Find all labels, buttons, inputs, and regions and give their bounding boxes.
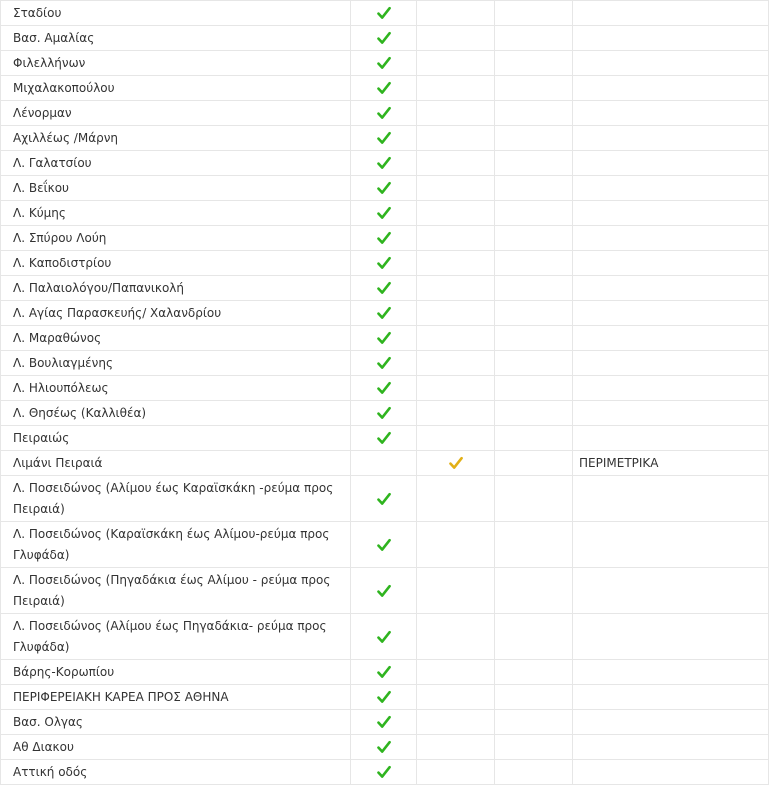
status-cell-closed [495, 201, 573, 226]
status-cell-open [351, 26, 417, 51]
table-row [1, 51, 769, 76]
status-cell-closed [495, 151, 573, 176]
road-name-cell: Λένορμαν [1, 101, 351, 126]
table-row [1, 522, 769, 568]
green-check-icon [377, 181, 391, 195]
road-name-cell: Μιχαλακοπούλου [1, 76, 351, 101]
status-cell-closed [495, 76, 573, 101]
table-row [1, 76, 769, 101]
green-check-icon [377, 690, 391, 704]
status-cell-partial [417, 301, 495, 326]
status-cell-partial [417, 326, 495, 351]
note-cell [573, 351, 769, 376]
status-cell-partial [417, 101, 495, 126]
table-row [1, 685, 769, 710]
status-cell-closed [495, 426, 573, 451]
status-cell-closed [495, 476, 573, 522]
status-cell-open [351, 276, 417, 301]
status-cell-open [351, 660, 417, 685]
status-cell-closed [495, 710, 573, 735]
road-name-cell: Λ. Σπύρου Λούη [1, 226, 351, 251]
status-cell-closed [495, 51, 573, 76]
status-cell-closed [495, 301, 573, 326]
status-cell-partial [417, 51, 495, 76]
status-cell-open [351, 251, 417, 276]
status-cell-closed [495, 226, 573, 251]
status-cell-open [351, 401, 417, 426]
note-cell [573, 176, 769, 201]
green-check-icon [377, 740, 391, 754]
table-row [1, 426, 769, 451]
road-name-cell: Λ. Κύμης [1, 201, 351, 226]
status-cell-partial [417, 401, 495, 426]
status-cell-partial [417, 351, 495, 376]
note-cell [573, 568, 769, 614]
road-name-cell: Βάρης-Κορωπίου [1, 660, 351, 685]
status-cell-open [351, 326, 417, 351]
table-row [1, 151, 769, 176]
note-cell [573, 760, 769, 785]
status-cell-open [351, 351, 417, 376]
status-cell-partial [417, 451, 495, 476]
green-check-icon [377, 584, 391, 598]
status-cell-closed [495, 126, 573, 151]
road-name-cell: Λιμάνι Πειραιά [1, 451, 351, 476]
status-cell-closed [495, 522, 573, 568]
status-cell-partial [417, 476, 495, 522]
table-row [1, 476, 769, 522]
green-check-icon [377, 765, 391, 779]
road-name-cell: Αττική οδός [1, 760, 351, 785]
status-cell-partial [417, 660, 495, 685]
road-name-cell: Αχιλλέως /Μάρνη [1, 126, 351, 151]
green-check-icon [377, 538, 391, 552]
table-row [1, 760, 769, 785]
status-cell-open [351, 101, 417, 126]
status-cell-partial [417, 760, 495, 785]
green-check-icon [377, 715, 391, 729]
road-name-cell: ΠΕΡΙΦΕΡΕΙΑΚΗ ΚΑΡΕΑ ΠΡΟΣ ΑΘΗΝΑ [1, 685, 351, 710]
status-cell-open [351, 735, 417, 760]
status-cell-partial [417, 276, 495, 301]
note-cell [573, 51, 769, 76]
status-cell-open [351, 426, 417, 451]
road-name-cell: Λ. Αγίας Παρασκευής/ Χαλανδρίου [1, 301, 351, 326]
status-cell-open [351, 568, 417, 614]
table-row [1, 326, 769, 351]
note-cell [573, 101, 769, 126]
note-cell [573, 201, 769, 226]
status-cell-closed [495, 351, 573, 376]
table-row [1, 176, 769, 201]
road-name-cell: Λ. Καποδιστρίου [1, 251, 351, 276]
note-cell: ΠΕΡΙΜΕΤΡΙΚΑ [573, 451, 769, 476]
note-cell [573, 522, 769, 568]
green-check-icon [377, 206, 391, 220]
status-cell-closed [495, 760, 573, 785]
status-cell-closed [495, 685, 573, 710]
road-name-cell: Λ. Ποσειδώνος (Αλίμου έως Πηγαδάκια- ρεύμα προς Γλυφάδα) [1, 614, 351, 660]
table-row [1, 126, 769, 151]
table-row [1, 614, 769, 660]
road-name-cell: Βασ. Ολγας [1, 710, 351, 735]
green-check-icon [377, 106, 391, 120]
status-cell-closed [495, 660, 573, 685]
note-cell [573, 735, 769, 760]
note-cell [573, 614, 769, 660]
status-cell-partial [417, 735, 495, 760]
status-cell-partial [417, 176, 495, 201]
status-cell-closed [495, 101, 573, 126]
status-cell-closed [495, 176, 573, 201]
status-cell-open [351, 1, 417, 26]
road-name-cell: Λ. Παλαιολόγου/Παπανικολή [1, 276, 351, 301]
table-row [1, 26, 769, 51]
status-cell-open [351, 226, 417, 251]
note-cell [573, 76, 769, 101]
note-cell [573, 710, 769, 735]
green-check-icon [377, 81, 391, 95]
road-name-cell: Σταδίου [1, 1, 351, 26]
status-cell-open [351, 685, 417, 710]
green-check-icon [377, 156, 391, 170]
status-cell-closed [495, 1, 573, 26]
green-check-icon [377, 306, 391, 320]
note-cell [573, 151, 769, 176]
table-row [1, 101, 769, 126]
yellow-check-icon [449, 456, 463, 470]
status-cell-partial [417, 201, 495, 226]
road-name-cell: Λ. Ποσειδώνος (Αλίμου έως Καραϊσκάκη -ρεύμα προς Πειραιά) [1, 476, 351, 522]
road-name-cell: Λ. Ποσειδώνος (Πηγαδάκια έως Αλίμου - ρεύμα προς Πειραιά) [1, 568, 351, 614]
green-check-icon [377, 431, 391, 445]
status-cell-open [351, 126, 417, 151]
status-cell-partial [417, 1, 495, 26]
note-cell [573, 401, 769, 426]
status-cell-closed [495, 614, 573, 660]
green-check-icon [377, 492, 391, 506]
status-cell-partial [417, 685, 495, 710]
table-row [1, 660, 769, 685]
road-name-cell: Φιλελλήνων [1, 51, 351, 76]
status-cell-open [351, 376, 417, 401]
status-cell-open [351, 451, 417, 476]
green-check-icon [377, 256, 391, 270]
road-name-cell: Λ. Γαλατσίου [1, 151, 351, 176]
road-name-cell: Λ. Ηλιουπόλεως [1, 376, 351, 401]
status-cell-open [351, 476, 417, 522]
status-cell-open [351, 301, 417, 326]
note-cell [573, 26, 769, 51]
table-row [1, 201, 769, 226]
table-row [1, 301, 769, 326]
status-cell-open [351, 151, 417, 176]
note-cell [573, 226, 769, 251]
table-row [1, 376, 769, 401]
status-cell-closed [495, 735, 573, 760]
status-cell-open [351, 710, 417, 735]
green-check-icon [377, 31, 391, 45]
status-cell-partial [417, 26, 495, 51]
note-cell [573, 660, 769, 685]
green-check-icon [377, 381, 391, 395]
status-cell-closed [495, 26, 573, 51]
table-row [1, 351, 769, 376]
table-row [1, 710, 769, 735]
road-name-cell: Λ. Μαραθώνος [1, 326, 351, 351]
status-cell-partial [417, 76, 495, 101]
green-check-icon [377, 630, 391, 644]
green-check-icon [377, 406, 391, 420]
road-name-cell: Βασ. Αμαλίας [1, 26, 351, 51]
road-name-cell: Λ. Βουλιαγμένης [1, 351, 351, 376]
table-row [1, 451, 769, 476]
table-row [1, 401, 769, 426]
note-cell [573, 426, 769, 451]
status-cell-open [351, 760, 417, 785]
note-cell [573, 126, 769, 151]
note-cell [573, 376, 769, 401]
status-cell-open [351, 522, 417, 568]
note-cell [573, 1, 769, 26]
green-check-icon [377, 356, 391, 370]
status-cell-closed [495, 276, 573, 301]
status-cell-open [351, 614, 417, 660]
note-cell [573, 326, 769, 351]
status-cell-closed [495, 401, 573, 426]
road-name-cell: Λ. Βεΐκου [1, 176, 351, 201]
status-cell-partial [417, 710, 495, 735]
note-cell [573, 476, 769, 522]
status-cell-partial [417, 251, 495, 276]
green-check-icon [377, 56, 391, 70]
status-cell-closed [495, 451, 573, 476]
status-cell-partial [417, 522, 495, 568]
status-cell-closed [495, 251, 573, 276]
table-body [1, 1, 769, 785]
table-row [1, 1, 769, 26]
status-cell-partial [417, 151, 495, 176]
table-row [1, 276, 769, 301]
status-cell-open [351, 76, 417, 101]
status-cell-partial [417, 226, 495, 251]
status-cell-partial [417, 426, 495, 451]
status-cell-partial [417, 614, 495, 660]
note-cell [573, 251, 769, 276]
road-name-cell: Λ. Θησέως (Καλλιθέα) [1, 401, 351, 426]
road-name-cell: Πειραιώς [1, 426, 351, 451]
status-cell-partial [417, 376, 495, 401]
table-row [1, 568, 769, 614]
green-check-icon [377, 6, 391, 20]
status-cell-open [351, 51, 417, 76]
status-cell-open [351, 201, 417, 226]
status-cell-partial [417, 568, 495, 614]
green-check-icon [377, 281, 391, 295]
status-cell-closed [495, 376, 573, 401]
status-cell-partial [417, 126, 495, 151]
status-cell-closed [495, 326, 573, 351]
green-check-icon [377, 665, 391, 679]
green-check-icon [377, 131, 391, 145]
table-row [1, 735, 769, 760]
note-cell [573, 276, 769, 301]
note-cell [573, 301, 769, 326]
status-cell-closed [495, 568, 573, 614]
table-row [1, 251, 769, 276]
road-name-cell: Λ. Ποσειδώνος (Καραϊσκάκη έως Αλίμου-ρεύμα προς Γλυφάδα) [1, 522, 351, 568]
green-check-icon [377, 231, 391, 245]
status-cell-open [351, 176, 417, 201]
table-row [1, 226, 769, 251]
road-name-cell: Αθ Διακου [1, 735, 351, 760]
note-cell [573, 685, 769, 710]
green-check-icon [377, 331, 391, 345]
